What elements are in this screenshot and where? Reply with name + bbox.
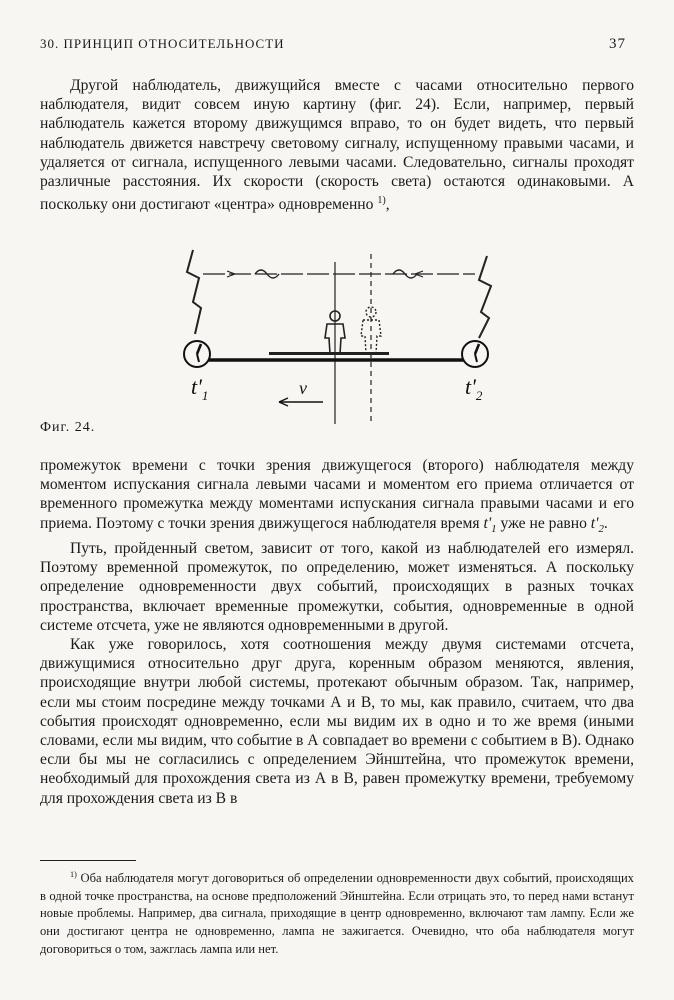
time-t1-subscript: 1 bbox=[491, 522, 497, 535]
footnote-paragraph bbox=[40, 866, 634, 958]
running-head bbox=[40, 36, 634, 52]
paragraph-2-text-before: промежуток времени с точки зрения движущегося (второго) наблюдателя между моментом испускания сигнала левыми часами и моментом его приема отличается от временного промежутка между моментами испускания сигнала правыми часами и его приема. Поэтому с точки зрения движущегося наблюдателя время bbox=[40, 457, 634, 532]
paragraph-1-tail: , bbox=[385, 196, 390, 214]
clock-right-icon bbox=[462, 341, 488, 367]
clock-left-icon bbox=[184, 341, 210, 367]
paragraph-3: Путь, пройденный светом, зависит от того, какой из наблюдателей его измерял. Поэтому временной промежуток, по определению, может изменяться. А поскольку определение одновременности двух событий, происходящих в разных точках пространства, включает временные промежутки, события, одновременные в одной системе отсчета, уже не являются одновременными в другой. bbox=[40, 539, 634, 634]
footnote-mark: 1) bbox=[70, 870, 77, 879]
text-block-top bbox=[40, 76, 634, 215]
figure-24 bbox=[175, 242, 505, 432]
text-block-main bbox=[40, 456, 634, 808]
platform-strip bbox=[269, 352, 389, 355]
paragraph-4: Как уже говорилось, хотя соотношения между двумя системами отсчета, движущимися относительно друг друга, коренным образом меняются, явления, происходящие внутри любой системы, протекают обычным образом. Так, например, если мы стоим посредине между точками А и В, то мы, как правило, считаем, что два события происходят одновременно, если мы видим их в одно и то же время (иными словами, если мы видим, что событие в А совпадает во времени с событием в В). Однако если бы мы не согласились с определением Эйнштейна, что промежуток времени, необходимый для прохождения света из А в В, равен промежутку времени, требуемому для прохождения света из В в bbox=[40, 635, 634, 807]
figure-caption: Фиг. 24. bbox=[40, 420, 96, 435]
footnote-reference: 1) bbox=[377, 195, 386, 207]
velocity-label: v bbox=[299, 378, 307, 398]
figure-24-diagram bbox=[175, 242, 505, 432]
clock-right-label: $t'_2$ bbox=[465, 374, 483, 403]
section-title: 30. ПРИНЦИП ОТНОСИТЕЛЬНОСТИ bbox=[40, 36, 285, 51]
paragraph-1-text: Другой наблюдатель, движущийся вместе с часами относительно первого наблюдателя, видит совсем иную картину (фиг. 24). Если, например, первый наблюдатель кажется второму движущимся вправо, то он будет видеть, что первый наблюдатель движется навстречу световому сигналу, испущенному правыми часами, и удаляется от сигнала, испущенного левыми часами. Следовательно, сигналы проходят различные расстояния. Их скорости (скорость света) остаются одинаковыми. А поскольку они достигают «центра» одновременно bbox=[40, 77, 634, 214]
lightning-right-icon bbox=[479, 256, 491, 338]
page-number: 37 bbox=[609, 36, 626, 52]
footnote bbox=[40, 866, 634, 958]
time-t2: t' bbox=[590, 514, 599, 532]
time-t2-subscript: 2 bbox=[598, 522, 604, 535]
clock-left-label: $t'_1$ bbox=[191, 374, 209, 403]
footnote-divider bbox=[40, 860, 136, 861]
lightning-left-icon bbox=[187, 250, 201, 334]
paragraph-2-end: . bbox=[603, 514, 608, 532]
paragraph-2-text-middle: уже не равно bbox=[500, 514, 587, 532]
paragraph-1 bbox=[40, 76, 634, 215]
footnote-text: Оба наблюдателя могут договориться об определении одновременности двух событий, происходящих в одной точке пространства, на основе предположений Эйнштейна. Если отрицать это, то перед нами встанут новые проблемы. Например, два сигнала, приходящие в центр одновременно, включают там лампу. Если же они достигают центра не одновременно, лампа не зажигается. Очевидно, что оба наблюдателя могут договориться о том, зажглась лампа или нет. bbox=[40, 871, 634, 956]
time-t1: t' bbox=[483, 514, 492, 532]
paragraph-2 bbox=[40, 456, 634, 539]
